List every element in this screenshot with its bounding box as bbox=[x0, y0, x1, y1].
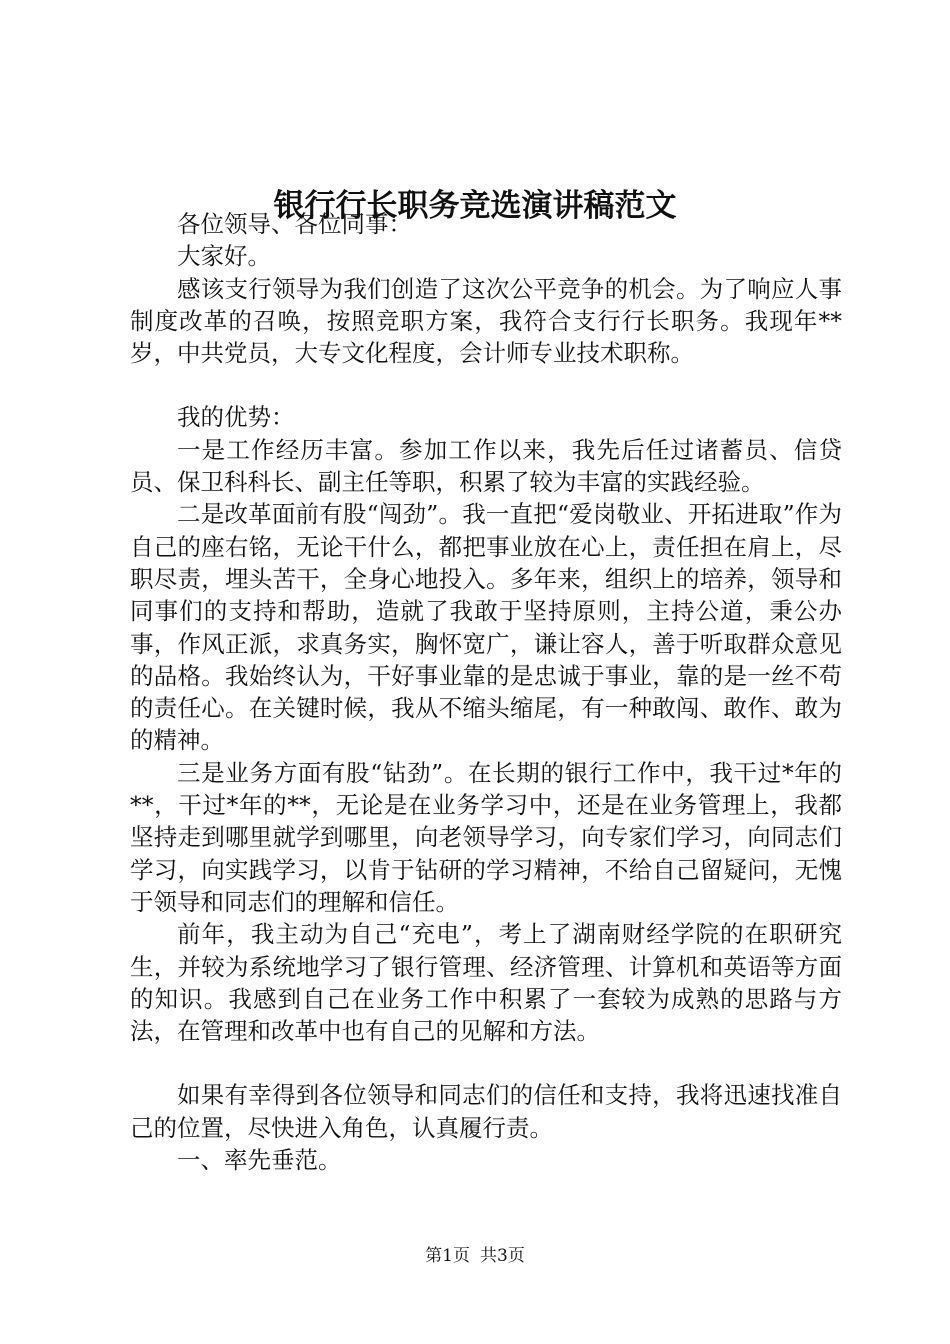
page-number: 第1页 bbox=[425, 1246, 470, 1266]
section-one-heading: 一、率先垂范。 bbox=[177, 1146, 342, 1175]
study-paragraph: 前年，我主动为自己“充电”，考上了湖南财经学院的在职研究生，并较为系统地学习了银行管理、经济管理、计算机和英语等方面的知识。我感到自己在业务工作中积累了一套较为成熟的思路与方法，在管理和改革中也有自己的见解和方法。 bbox=[130, 920, 842, 1046]
advantage-three-paragraph: 三是业务方面有股“钻劲”。在长期的银行工作中，我干过*年的**，干过*年的**，无论是在业务学习中，还是在业务管理上，我都坚持走到哪里就学到哪里，向老领导学习，向专家们学习，向同志们学习，向实践学习，以肯于钻研的学习精神，不给自己留疑问，无愧于领导和同志们的理解和信任。 bbox=[130, 758, 842, 916]
intro-paragraph: 感该支行领导为我们创造了这次公平竞争的机会。为了响应人事制度改革的召唤，按照竞职方案，我符合支行行长职务。我现年**岁，中共党员，大专文化程度，会计师专业技术职称。 bbox=[130, 274, 842, 368]
greeting-paragraph: 大家好。 bbox=[177, 242, 271, 271]
page-total: 共3页 bbox=[480, 1246, 525, 1266]
page-footer bbox=[0, 1244, 950, 1268]
salutation-paragraph: 各位领导、各位同事： bbox=[177, 210, 412, 238]
advantages-heading: 我的优势： bbox=[177, 403, 295, 432]
paragraph-gap bbox=[130, 369, 842, 401]
commitment-paragraph: 如果有幸得到各位领导和同志们的信任和支持，我将迅速找准自己的位置，尽快进入角色，认真履行责。 bbox=[130, 1081, 842, 1142]
document-title: 银行行长职务竞选演讲稿范文 bbox=[273, 188, 677, 224]
document-body bbox=[130, 208, 842, 1176]
advantage-two-paragraph: 二是改革面前有股“闯劲”。我一直把“爱岗敬业、开拓进取”作为自己的座右铭，无论干什么，都把事业放在心上，责任担在肩上，尽职尽责，埋头苦干，全身心地投入。多年来，组织上的培养，领导和同事们的支持和帮助，造就了我敢于坚持原则，主持公道，秉公办事，作风正派，求真务实，胸怀宽广，谦让容人，善于听取群众意见的品格。我始终认为，干好事业靠的是忠诚于事业，靠的是一丝不苟的责任心。在关键时候，我从不缩头缩尾，有一种敢闯、敢作、敢为的精神。 bbox=[130, 500, 842, 755]
paragraph-gap bbox=[130, 1047, 842, 1079]
advantage-one-paragraph: 一是工作经历丰富。参加工作以来，我先后任过诸蓄员、信贷员、保卫科科长、副主任等职，积累了较为丰富的实践经验。 bbox=[130, 435, 842, 497]
